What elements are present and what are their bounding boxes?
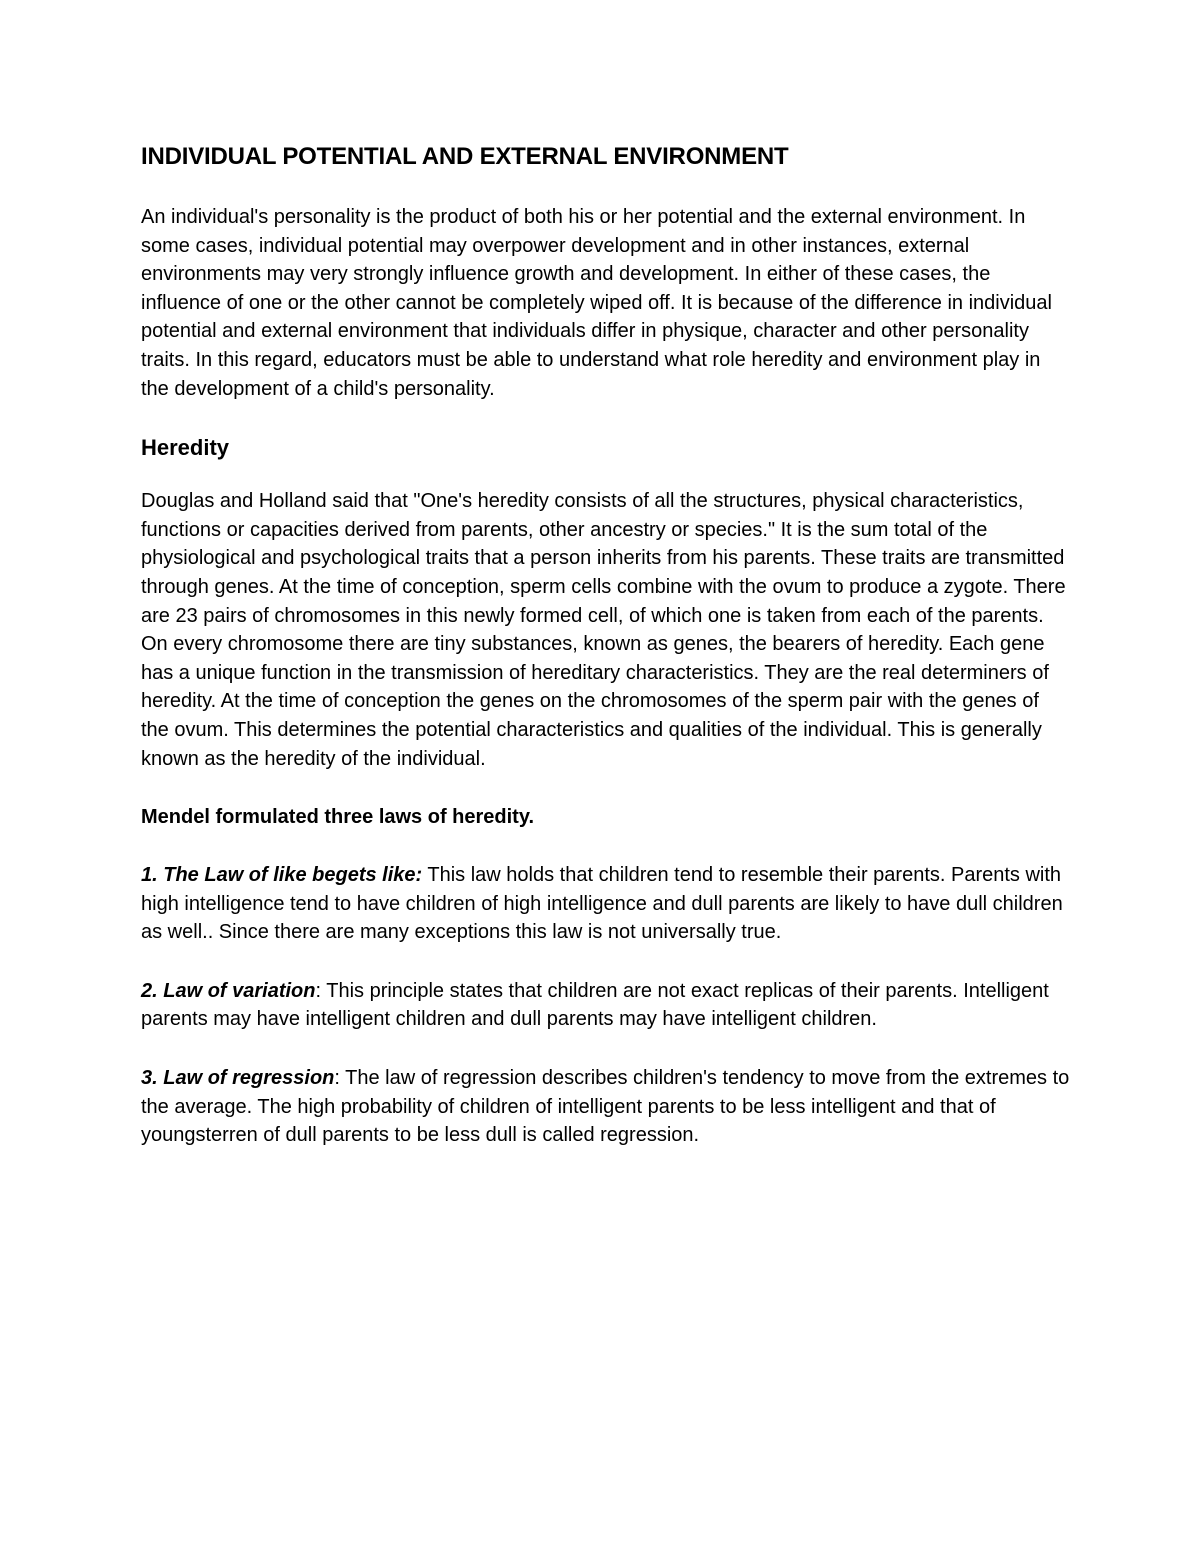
law-2-text: : This principle states that children are not exact replicas of their parents. Intelligent parents may have intelligent children and dull parents may have intelligent children. [141,979,1049,1031]
law-3-label: 3. Law of regression [141,1067,335,1090]
mendel-heading: Mendel formulated three laws of heredity. [141,806,535,829]
document-page [141,139,1071,1150]
heredity-paragraph: Douglas and Holland said that "One's heredity consists of all the structures, physical characteristics, functions or capacities derived from parents, other ancestry or species." It is the sum total of the physiological and psychological traits that a person inherits from his parents. These traits are transmitted through genes. At the time of conception, sperm cells combine with the ovum to produce a zygote. There are 23 pairs of chromosomes in this newly formed cell, of which one is taken from each of the parents. On every chromosome there are tiny substances, known as genes, the bearers of heredity. Each gene has a unique function in the transmission of hereditary characteristics. They are the real determiners of heredity. At the time of conception the genes on the chromosomes of the sperm pair with the genes of the ovum. This determines the potential characteristics and qualities of the individual. This is generally known as the heredity of the individual. [141,490,1066,770]
law-3-paragraph [141,1064,1071,1150]
intro-paragraph: An individual's personality is the product of both his or her potential and the external environment. In some cases, individual potential may overpower development and in other instances, external environments may very strongly influence growth and development. In either of these cases, the influence of one or the other cannot be completely wiped off. It is because of the difference in individual potential and external environment that individuals differ in physique, character and other personality traits. In this regard, educators must be able to understand what role heredity and environment play in the development of a child's personality. [141,206,1052,400]
document-title: INDIVIDUAL POTENTIAL AND EXTERNAL ENVIRONMENT [141,143,789,170]
law-1-paragraph [141,861,1071,947]
law-2-paragraph [141,977,1071,1034]
law-3-text: : The law of regression describes children's tendency to move from the extremes to the average. The high probability of children of intelligent parents to be less intelligent and that of youngsterren of dull parents to be less dull is called regression. [141,1067,1070,1147]
law-2-label: 2. Law of variation [141,979,316,1002]
heredity-heading: Heredity [141,435,230,461]
law-1-label: 1. The Law of like begets like: [141,864,423,887]
law-1-text: This law holds that children tend to resemble their parents. Parents with high intelligence tend to have children of high intelligence and dull parents are likely to have dull children as well.. Since there are many exceptions this law is not universally true. [141,864,1063,944]
